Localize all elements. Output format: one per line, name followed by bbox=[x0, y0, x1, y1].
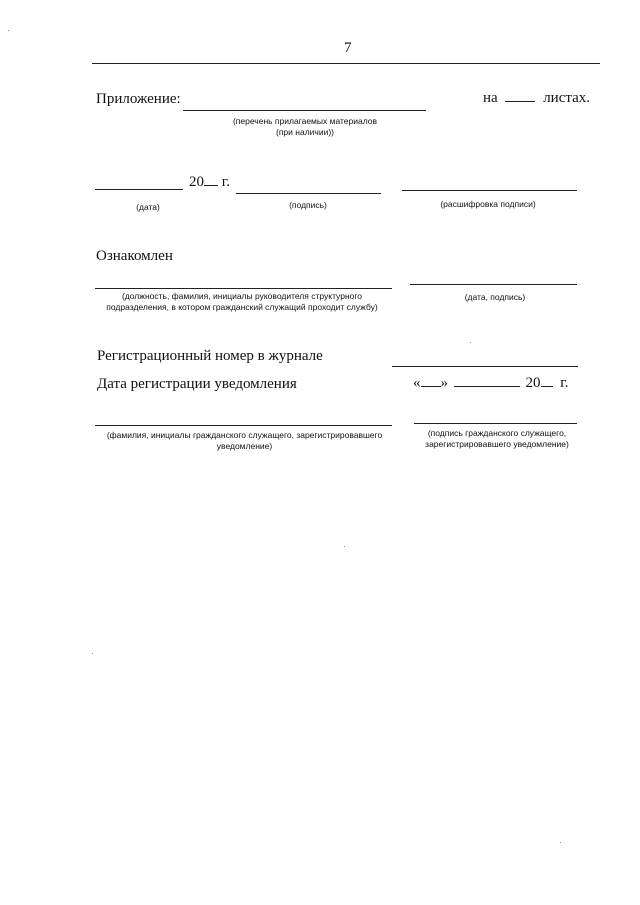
on-word: на bbox=[483, 90, 498, 106]
acquainted-title: Ознакомлен bbox=[96, 248, 173, 264]
attachment-caption-line2: (при наличии)) bbox=[276, 127, 334, 137]
registrar-signature-line bbox=[414, 423, 577, 424]
attachment-list-line bbox=[183, 110, 426, 111]
sheets-count bbox=[483, 89, 590, 107]
acquainted-caption-left-line2: подразделения, в котором гражданский служащий проходит службу) bbox=[106, 302, 378, 312]
date-line bbox=[95, 189, 183, 190]
reg-year-prefix: 20 bbox=[525, 375, 541, 391]
scan-speck bbox=[344, 546, 345, 547]
reg-year-suffix: г. bbox=[560, 375, 569, 391]
scan-speck bbox=[560, 842, 561, 843]
date-year-blank bbox=[204, 173, 218, 186]
registrar-caption-right bbox=[412, 428, 582, 450]
date-year bbox=[189, 173, 230, 191]
registrar-caption-right-line1: (подпись гражданского служащего, bbox=[427, 428, 567, 438]
sheets-word: листах. bbox=[543, 90, 591, 106]
attachment-caption-line1: (перечень прилагаемых материалов bbox=[232, 116, 378, 126]
registrar-caption-left bbox=[92, 430, 397, 452]
month-blank bbox=[454, 374, 520, 387]
sheets-count-blank bbox=[505, 89, 535, 102]
caption-decoding: (расшифровка подписи) bbox=[440, 199, 536, 209]
registration-date-field bbox=[413, 374, 568, 392]
registration-number-label: Регистрационный номер в журнале bbox=[97, 348, 323, 364]
acquainted-caption-right: (дата, подпись) bbox=[464, 292, 526, 302]
attachment-label: Приложение: bbox=[96, 91, 181, 107]
acquainted-caption-left bbox=[92, 291, 392, 313]
registration-date-label: Дата регистрации уведомления bbox=[97, 376, 297, 392]
registrar-caption-left-line2: уведомление) bbox=[216, 441, 273, 451]
acquainted-right-line bbox=[410, 284, 577, 285]
day-blank bbox=[421, 374, 441, 387]
registration-number-line bbox=[392, 366, 578, 367]
signature-line bbox=[236, 193, 381, 194]
date-year-prefix: 20 bbox=[189, 174, 204, 190]
header-rule bbox=[92, 63, 600, 64]
acquainted-left-line bbox=[95, 288, 392, 289]
caption-signature: (подпись) bbox=[289, 200, 327, 210]
quote-open: « bbox=[413, 375, 421, 391]
registrar-caption-right-line2: зарегистрировавшего уведомление) bbox=[425, 439, 569, 449]
scan-speck bbox=[470, 342, 471, 343]
page-number: 7 bbox=[344, 40, 352, 56]
scan-speck bbox=[8, 30, 9, 31]
date-year-suffix: г. bbox=[221, 174, 230, 190]
reg-year-blank bbox=[541, 374, 553, 387]
caption-date: (дата) bbox=[136, 202, 160, 212]
scan-speck bbox=[92, 653, 93, 654]
acquainted-caption-left-line1: (должность, фамилия, инициалы руководителя структурного bbox=[121, 291, 363, 301]
registrar-caption-left-line1: (фамилия, инициалы гражданского служащего, зарегистрировавшего bbox=[106, 430, 383, 440]
attachment-caption bbox=[220, 116, 390, 138]
registrar-name-line bbox=[95, 425, 392, 426]
quote-close: » bbox=[440, 375, 448, 391]
decoding-line bbox=[402, 190, 577, 191]
